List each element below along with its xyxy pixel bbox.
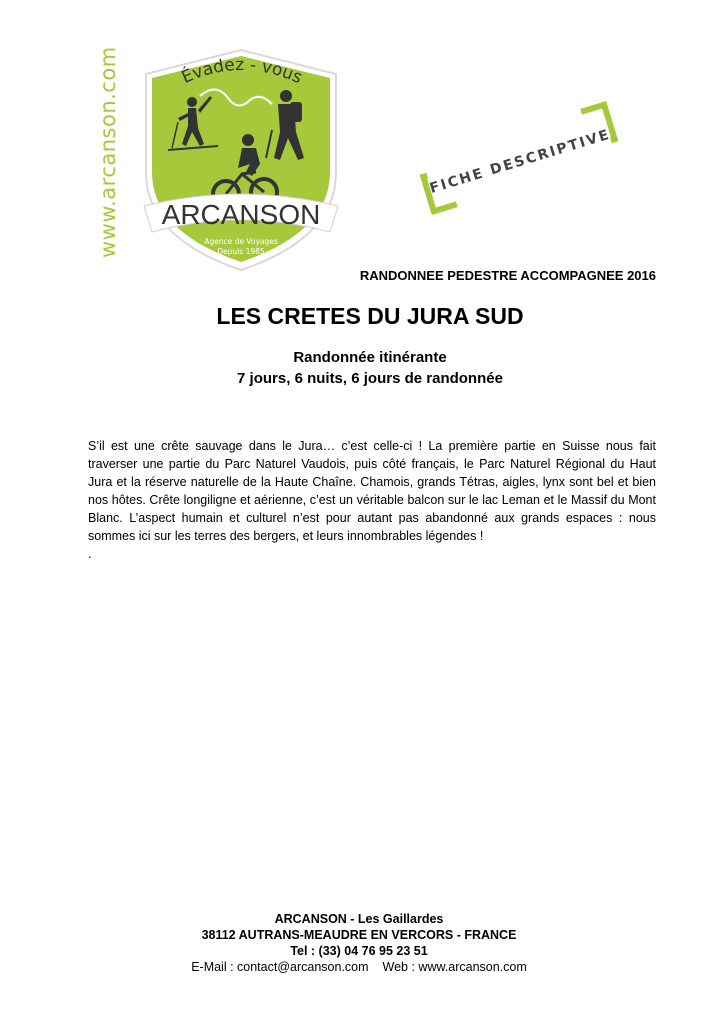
footer <box>0 911 718 975</box>
description-text: S’il est une crête sauvage dans le Jura… c’est celle-ci ! La première partie en Suisse nous fait traverser une partie du Parc Naturel Vaudois, puis côté français, le Parc Naturel Régional du Haut Jura et la réserve naturelle de la Haute Chaîne. Chamois, grands Tétras, aigles, lynx sont bel et bien nos hôtes. Crête longiligne et aérienne, c’est un véritable balcon sur le lac Leman et le Massif du Mont Blanc. L’aspect humain et culturel n’est pour autant pas abandonné aux grands espaces : nous sommes ici sur les terres des bergers, et leurs innombrables légendes ! <box>88 439 656 543</box>
logo-tagline-1: Agence de Voyages <box>204 237 278 246</box>
arcanson-logo <box>138 46 344 272</box>
description-trailing: . <box>88 547 92 561</box>
stamp-label: FICHE DESCRIPTIVE <box>427 126 613 197</box>
brand-url-vertical: www.arcanson.com <box>96 46 120 258</box>
footer-address: 38112 AUTRANS-MEAUDRE EN VERCORS - FRANCE <box>201 928 517 942</box>
logo-slogan: Évadez - vous <box>178 54 306 89</box>
logo-name: ARCANSON <box>161 199 321 230</box>
subtitle-line-2: 7 jours, 6 nuits, 6 jours de randonnée <box>237 370 503 387</box>
subtitle-line-1: Randonnée itinérante <box>293 349 447 366</box>
description <box>88 437 656 563</box>
logo-tagline-2: Depuis 1985 <box>217 247 265 256</box>
season-heading: RANDONNEE PEDESTRE ACCOMPAGNEE 2016 <box>359 268 656 283</box>
footer-phone: Tel : (33) 04 76 95 23 51 <box>290 944 428 958</box>
subtitle <box>0 347 724 389</box>
footer-company: ARCANSON - Les Gaillardes <box>274 912 444 926</box>
fiche-descriptive-stamp <box>412 98 626 218</box>
page-title: LES CRETES DU JURA SUD <box>216 303 524 329</box>
footer-contact <box>0 959 718 975</box>
footer-web: Web : www.arcanson.com <box>382 960 527 974</box>
footer-email: E-Mail : contact@arcanson.com <box>191 960 369 974</box>
